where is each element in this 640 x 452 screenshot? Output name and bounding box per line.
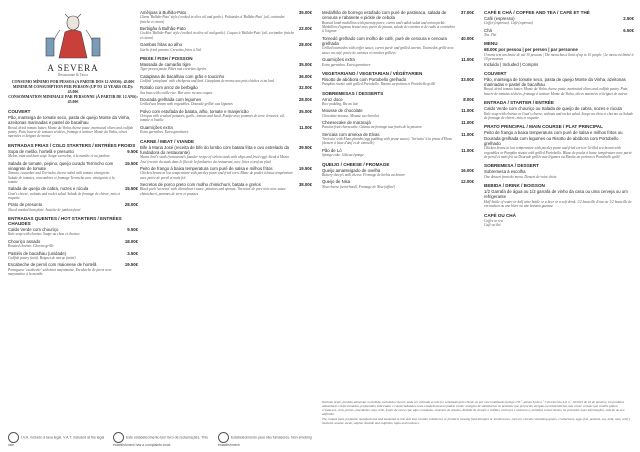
item-price: 15.50€ [124, 186, 138, 192]
item-price: 32.00€ [298, 85, 312, 91]
item-name: Chouriço assado [8, 238, 41, 244]
section-title-menu-principal: PRATO PRINCIPAL / MAIN COURSE / PLAT PRINCIPAL [484, 124, 603, 130]
item-price: 37.00€ [460, 10, 474, 15]
section-title-cafe: CAFÉ E CHÁ / COFFEE AND TEA / CAFÉ ET THÉ [484, 10, 590, 15]
item-price: 18.00€ [124, 238, 138, 244]
item-name: Pastéis de bacalhau (unidade) [8, 250, 67, 256]
list-item [140, 166, 312, 180]
item-desc: 'Sericaia' with Elvas plumbs (egg pudding with prune sauce). 'Sericaia' à la prune d'Elvas (dessert à base d'œuf et de cannelle) [322, 137, 452, 146]
item-price: 39.50€ [298, 144, 312, 150]
minimum-consumption [8, 80, 138, 105]
section-title-peixe: PEIXE / FISH / POISSON [140, 55, 193, 61]
item-name: Pão de Ló [322, 147, 342, 153]
item-desc: Buttery sheep's milk cheese. Fromage de brebis au beurre [322, 172, 406, 177]
item-name: Café (espresso) [484, 16, 515, 21]
column-2 [140, 10, 312, 198]
menu-sobremesa-desc: One dessert from the menu. Dessert de votre choix [484, 174, 557, 179]
vat-icon [8, 432, 19, 443]
shellfish-list [140, 10, 312, 52]
list-item [322, 148, 474, 158]
list-item [140, 74, 312, 84]
item-name: Guarnições extra [140, 124, 173, 130]
item-price: 36.00€ [298, 73, 312, 79]
list-item [8, 227, 138, 237]
item-desc: Melon, mint and ham soup. Soupe au melon, à la menthe et au jambon [8, 154, 110, 159]
item-name: Queijo amanteigado de ovelha [322, 167, 381, 173]
list-item [8, 202, 138, 212]
item-name: Risotto de abóbora com Portobello grelhado [322, 76, 407, 82]
section-title-menu-couvert: COUVERT [484, 70, 507, 76]
item-desc: Rice pudding. Riz au lait [322, 101, 358, 106]
item-desc: Goat's cheese, walnuts and rocket salad. Salade de fromage de chèvre, noix et roquette [8, 191, 121, 201]
item-price: 9.50€ [127, 148, 138, 154]
item-desc: Pumpkin risotto with grilled Portobello. Risotto au potiron et Portobello grillé [322, 82, 436, 87]
section-title-carne: CARNE / MEAT / VIANDE [140, 138, 195, 144]
item-price: 8.00€ [463, 96, 474, 102]
item-price: 11.00€ [461, 57, 474, 63]
item-price: 35.00€ [298, 10, 312, 15]
list-item [140, 125, 312, 135]
item-price: 11.00€ [299, 124, 312, 130]
list-item [140, 10, 312, 24]
item-price: 3.50€ [127, 250, 138, 256]
entradas-quentes-list [8, 227, 138, 276]
list-item [322, 36, 474, 55]
menu-couvert-pt: Pão, manteiga de tomate seco, pasta de queijo Monte da Vinha, azeitonas marinadas e pastel de bacalhau [484, 76, 626, 88]
item-price: 2.50€ [623, 16, 634, 21]
entradas-frias-list [8, 149, 138, 212]
menu-limit: O menu tem um limite de até 10 pessoas | The menu has a limit of up to 10 people | Le menu est limité à 10 personnes [484, 52, 634, 62]
footer-no-smoking [218, 432, 318, 447]
item-name: Secretos de porco preto com molho chimichurri, batata e grelos [140, 182, 261, 188]
item-price: 19.50€ [124, 262, 138, 268]
list-item [8, 251, 138, 261]
item-name: Sericaia com ameixa de Elvas [322, 131, 380, 137]
footer-no-smoking-text: Estabelecimento para não fumadores. Non-smoking establishment [218, 435, 312, 447]
item-price: 9.50€ [127, 227, 138, 233]
item-name: Prato de presunto [8, 202, 43, 208]
item-desc: Octopus with crushed potatoes, garlic, tomato and basil. Poulpe avec pommes de terre écrasées, ail, tomate et basilic [140, 114, 285, 123]
item-price: 38.00€ [298, 182, 312, 188]
menu-cafe-fr: Café ou thé [484, 222, 501, 227]
item-desc: Chicken breast at low temperature with parsley puree and fried corn. Blanc de poulet à basse température avec purée de persil et maïs frit [140, 171, 293, 180]
couvert-pt: Pão, manteiga de tomate seco, pasta de queijo Monte da Vinha, azeitonas marinadas e pastel de bacalhau [8, 115, 131, 126]
footer-vat [8, 432, 108, 447]
consumo-pt: CONSUMO MÍNIMO POR PESSOA (A PARTIR DOS 12 ANOS): 45.00€ [11, 80, 135, 84]
item-desc: Sponge cake. Gâteau éponge [322, 153, 364, 158]
item-name: Robalo com arroz de berbigão [140, 85, 198, 91]
item-desc: Coffee (espresso). Café (espresso) [484, 21, 534, 26]
item-name: Tornedó grelhado com molho de café, puré de cenoura e cenoura grelhada [322, 35, 447, 47]
list-item [322, 179, 474, 189]
list-item [140, 85, 312, 95]
item-desc: Portuguese 'escabeche' with mint mayonnaise. Escabeche de jarret avec mayonnaise à la menthe [8, 267, 112, 276]
logo [8, 10, 138, 77]
item-price: 11.00€ [461, 108, 474, 114]
list-item [322, 132, 474, 146]
item-desc: Extra garnishes. Extra garnitures [322, 62, 371, 67]
item-name: Salada de queijo de cabra, nozes e rúcula [8, 186, 89, 192]
item-name: Cataplana de bacalhau com grão e toucinho [140, 73, 225, 79]
item-desc: Roasted chorizo. Chorizo grillé [8, 244, 54, 249]
list-item [322, 108, 474, 118]
item-name: Guarnições extra [322, 57, 355, 63]
item-desc: Chocolate mousse. Mousse au chocolat [322, 113, 379, 118]
list-item [8, 186, 138, 200]
section-title-couvert: COUVERT [8, 109, 31, 114]
item-name: Peito de frango à baixa temperatura com puré de salsa e milhos fritos [140, 165, 273, 171]
item-desc: Tiger prawn pasta. Pâtes aux crevettes tigrées [140, 67, 207, 72]
item-name: Bife à Maria José (receita de bife do lombo com batata frita e ovo estrelado da fundadora do restaurante) [140, 144, 290, 155]
item-name: Chá [484, 27, 492, 33]
item-name: Sopa de melão, hortelã e presunto [8, 148, 74, 154]
item-desc: Codfish pastry (unit). Beignet de morue (unité) [8, 255, 76, 260]
menu-principal-desc: Chicken breast at low temperature with parsley puree and fried corn or Grilled sea bream with vegetables or Pumpkin risotto with grilled Portobello. Blanc de poulet à basse température avec purée de persil et maïs frit ou Dourade grillée aux légumes ou Risotto au potiron et Portobello grillé [484, 146, 632, 160]
list-item [140, 26, 312, 40]
item-price: 19.50€ [298, 165, 312, 171]
item-desc: Extra garnishes. Extra garnitures [140, 130, 189, 135]
item-name: Dourada grelhada com legumes [140, 97, 202, 103]
carne-list [140, 145, 312, 197]
section-title-menu-entrada: ENTRADA / STARTER / ENTRÉE [484, 100, 554, 106]
meat-continued-list [322, 10, 474, 67]
item-price: 35.00€ [298, 108, 312, 114]
footer [8, 430, 323, 448]
section-title-menu-cafe: CAFÉ OU CHÁ [484, 212, 516, 218]
menu-entrada-desc: Kale soup with chorizo or Goat's cheese, walnuts and rocket salad. Soupe au chou et chorizo ou Salade de fromage de chèvre, noix et roquette [484, 111, 634, 120]
list-item [140, 145, 312, 164]
legal-notice [322, 400, 634, 426]
item-price: 6.50€ [623, 27, 634, 33]
list-item [484, 28, 634, 38]
item-price: 35.00€ [298, 61, 312, 67]
section-title-menu-sobremesa: SOBREMESA / DESSERT [484, 163, 539, 169]
item-desc: Sliced smoked ham plate. Assiette de jambon fumé [8, 207, 81, 212]
item-desc: Passion fruit cheesecake. Gâteau au fromage aux fruits de la passion [322, 125, 422, 130]
list-item [484, 16, 634, 26]
section-title-queijo: QUEIJO / CHEESE / FROMAGE [322, 161, 390, 167]
menu-price-line: 68.00€ por pessoa | per person | par personne [484, 47, 578, 53]
list-item [8, 262, 138, 276]
footer-complaints [113, 432, 213, 447]
item-price: 11.00€ [461, 131, 474, 137]
item-name: Arroz doce [322, 96, 343, 102]
list-item [322, 57, 474, 67]
footer-complaints-text: Este estabelecimento tem livro de reclamações. This establishment has a complaints book [113, 435, 208, 447]
item-name: Salada de tomate, pepino, queijo curado Terrincho com vinagrete de tomate [8, 160, 114, 171]
fado-singer-illustration-icon [38, 10, 108, 62]
item-desc: Braised lamb medallion with parsnip puree, carrot and radish salad and onion pickle. Médaillon d'agneau braisé avec purée de panais, salade de carottes et de radis et cornichon à l'oignon [322, 20, 455, 34]
list-item [140, 62, 312, 72]
item-name: Berbigão à Bulhão-Pato [140, 26, 186, 32]
item-price: 11.00€ [461, 147, 474, 153]
item-price: 40.00€ [460, 35, 474, 41]
item-desc: Sea bass with cockle rice. Bar avec riz aux coques [140, 90, 213, 95]
item-price: 28.00€ [298, 42, 312, 48]
list-item [8, 149, 138, 159]
item-desc: Black pork 'secretos' with chimichurri sauce, potatoes and sprouts. 'Secretos' de porc noir avec sauce chimichurri, pommes de terre et pousses [140, 187, 286, 196]
item-price: 12.00€ [460, 179, 474, 185]
item-name: Amêijoas à Bulhão-Pato [140, 10, 187, 15]
item-desc: Cockles 'Bulhão-Pato' style (cooked in olive oil and garlic). Coques à 'Bulhão-Pato' (ail, coriandre fraiche et citron) [140, 31, 295, 40]
section-title-entradas-quentes: ENTRADAS QUENTES / HOT STARTERS / ENTRÉES CHAUDES [8, 216, 122, 227]
list-item [140, 109, 312, 123]
item-desc: Garlic fried prawns. Crevettes frites à l'ail [140, 47, 202, 52]
item-name: Queijo de Nisa [322, 179, 351, 185]
item-name: Polvo com estufada de batata, alho, tomate e manjericão [140, 108, 249, 114]
item-name: Cheesecake de maracujá [322, 120, 371, 126]
footer-vat-text: I.V.A. incluído à taxa legal. V.A.T. included at the legal rate [8, 435, 105, 447]
item-desc: Codfish 'cataplana' with chickpeas and lard. Cataplana de morue aux pois chiches et au lard [140, 78, 274, 83]
menu-bebida-desc: Half-bottle of water or half wine bottle or a beer or a soft drink. 1/2 bouteille d'eau ou 1/2 bouteille de vin maison ou une bière ou une boisson gazeuse [484, 199, 632, 209]
item-desc: Maria José's steak (restaurant's founder recipe of sirloin steak with chips and fried egg). Steak à Maria José (recette du steak dans le filet de la fondatrice du restaurant, avec frites et œuf au plat) [140, 155, 289, 164]
item-desc: Clams 'Bulhão-Pato' style (cooked in olive oil and garlic). Palourdes à 'Bulhão-Pato' (ail, coriandre fraiche et citron) [140, 15, 285, 24]
menu-couvert-desc: Bread, dried tomato butter, Monte da Vinha cheese paste, marinated olives and codfish pastry. Pain, beurre de tomates séchées, fromage à tartiner Monte da Vinha, olives marinées et beignet de morue [484, 87, 629, 96]
item-name: Massada de camarão tigre [140, 61, 191, 67]
menu-entrada-pt: Caldo Verde com chouriço ou Salada de queijo de cabra, nozes e rúcula [484, 106, 622, 112]
list-item [322, 77, 474, 87]
item-desc: Tomato, cucumber and Terrincho cheese salad with tomato vinaigrette. Salade de tomates, concombres et fromage Terrincho avec vinaigrette à la tomate [8, 171, 115, 184]
item-price: 22.00€ [298, 26, 312, 32]
legal-pt: Nenhum prato, produto alimentar ou bebida, incluindo couvert, pode ser cobrado se não for solicitado pelo cliente ou por este inutilizado (artigo 135.º, alínea b) do n.º 3 do Decreto-Lei n.º 10/2015 de 16 de janeiro). Os produtos alimentares confeccionados, preparados, fabricados e comercializados neste estabelecimento podem conter vestígios de substâncias ou produtos que provocam alergias ou intolerâncias, tais como: cereais que contêm glúten, crustáceos, ovos, peixes, amendoins, soja, leite, frutos de casca rija, aipo, mostarda, sementes de sésamo, dióxido de enxofre e sulfitos, tremoços e moluscos e produtos à base destes. Se pretender mais informações, solicite ao seu anfitrião. [322, 400, 625, 416]
menu-cafe-en: Coffee or tea [484, 218, 503, 223]
column-3 [322, 10, 474, 191]
item-name: Mousse de chocolate [322, 108, 363, 114]
item-price: 11.00€ [461, 120, 474, 126]
complaints-book-icon [113, 432, 124, 443]
list-item [322, 97, 474, 107]
legal-en: The cooked food, prepared, manufactured and marketed in this unit may contain substances or products causing food allergies or intolerances, such as: cereals containing gluten, crustaceans, eggs, fish, peanuts, soy, milk, nuts, celery mustard, sesame seeds, sulphur dioxide and sulphites, lupin and molluscs. [322, 417, 631, 425]
menu-bebida-pt: 1/2 Garrafa de água ou 1/2 garrafa de vinho da casa ou uma cerveja ou um refrigerante [484, 189, 628, 200]
item-name: Caldo Verde com chouriço [8, 227, 59, 233]
section-title-vegetariano: VEGETARIANO / VEGETARIAN / VÉGÉTARIEN [322, 70, 423, 76]
list-item [322, 10, 474, 34]
item-price: 16.00€ [460, 167, 474, 173]
list-item [8, 239, 138, 249]
column-4 [484, 10, 634, 227]
list-item [322, 168, 474, 178]
menu-included: Incluído | Included | Compris [484, 61, 539, 67]
couvert-desc: Bread, dried tomato butter, Monte da Vinha cheese paste, marinated olives and codfish pastry. Pain, beurre de tomates séchées, fromage à tartiner Monte da Vinha, olives marinées et beignet de morue [8, 125, 134, 139]
consumo-fr: CONSOMMATION MINIMALE PAR PERSONNE (À PARTIR DE 12 ANS): 45.00€ [8, 95, 138, 104]
peixe-list [140, 62, 312, 135]
column-1 [8, 10, 138, 278]
item-name: Escabeche de pernil com maionese de hortelã [8, 262, 97, 268]
item-price: 33.00€ [460, 76, 474, 82]
item-price: 15.50€ [124, 160, 138, 166]
list-item [8, 161, 138, 185]
section-title-entradas-frias: ENTRADAS FRIAS / COLD STARTERS / ENTRÉES FROIDS [8, 142, 136, 148]
item-desc: Tea. Thé [484, 33, 497, 37]
item-desc: Kale soup with chorizo. Soupe au chou et chorizo [8, 232, 80, 237]
item-price: 28.00€ [298, 97, 312, 103]
item-desc: Grilled sea bream with vegetables. Dourade grillée aux légumes [140, 102, 233, 107]
brand-name: A SEVERA [47, 63, 99, 73]
list-item [322, 120, 474, 130]
item-desc: Nisa cheese (semi-hard). Fromage de Nisa (affiné) [322, 184, 395, 189]
item-desc: Grilled tournedos with coffee sauce, carrot purée and grilled carrots. Tournedos grillé avec sauce au café, purée de carottes et carottes grillées [322, 46, 454, 55]
menu-principal-pt: Peito de frango a baixa temperatura com puré de salsa e milhos fritos ou Dourada grelhada com legumes ou Risotto de abóbora com Portobello grelhado [484, 130, 623, 146]
item-name: Gambas fritas ao alho [140, 42, 183, 48]
section-title-menu-bebida: BEBIDA / DRINK / BOISSON [484, 183, 545, 189]
list-item [140, 97, 312, 107]
section-title-menu: MENU [484, 41, 498, 47]
consumo-en: MINIMUM CONSUMPTION PER PERSON (UP TO 12 YEARS OLD): 45.00€ [12, 85, 134, 94]
item-price: 28.00€ [124, 202, 138, 208]
menu-sobremesa-pt: Sobremesa à escolha [484, 169, 526, 175]
queijo-list [322, 168, 474, 189]
list-item [140, 42, 312, 52]
brand-subtitle: Restaurante & Tasca [58, 73, 88, 77]
no-smoking-icon [218, 432, 229, 443]
list-item [140, 182, 312, 196]
section-title-sobremesas: SOBREMESAS / DESSERTS [322, 90, 384, 96]
sobremesas-list [322, 97, 474, 158]
item-name: Medalhão de borrego estufado com puré de pastinaca, salada de cenoura e rabanete e pickle de cebola [322, 10, 447, 21]
